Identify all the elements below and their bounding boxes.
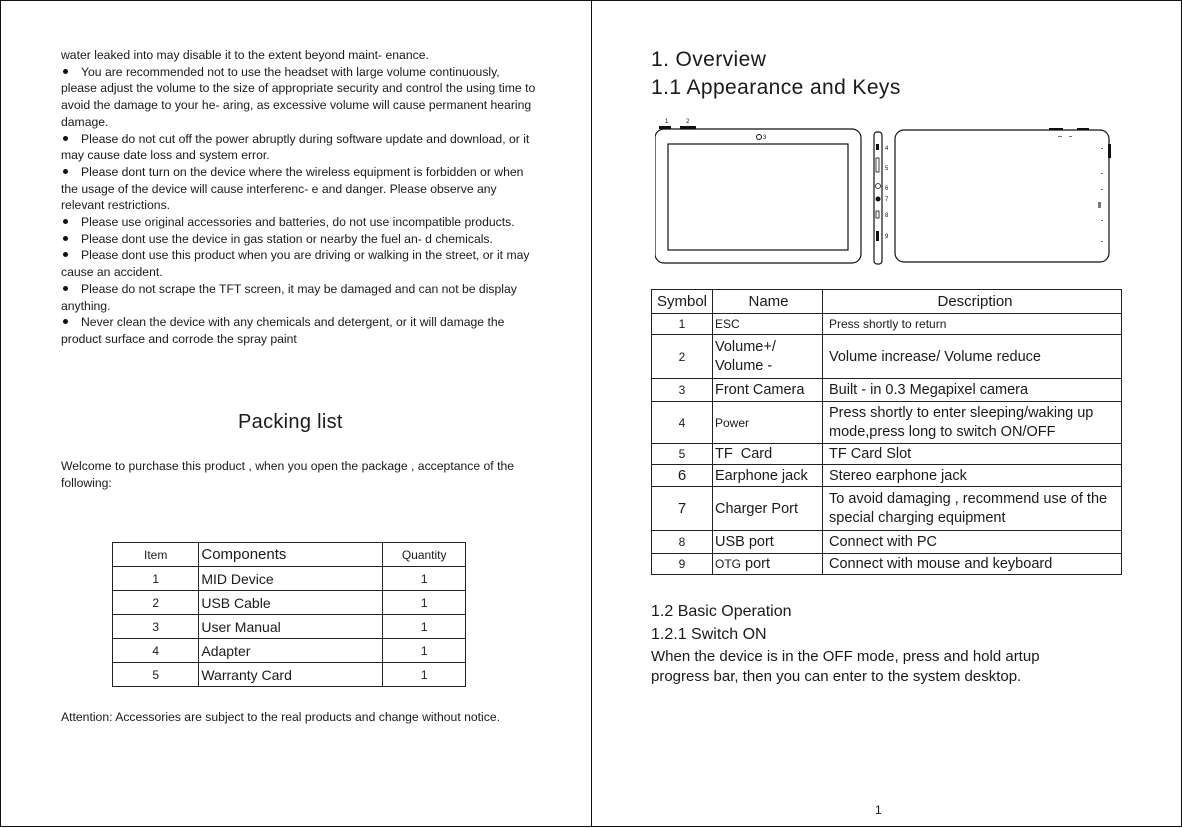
header-item: Item: [113, 543, 199, 567]
table-row: [652, 531, 1122, 554]
callout-4: 4: [885, 146, 889, 152]
header-name: Name: [713, 290, 823, 314]
table-row: [652, 554, 1122, 575]
symbol-cell: 7: [652, 487, 713, 531]
safety-notes: [61, 47, 536, 348]
component-name: USB Cable: [199, 591, 383, 615]
overview-heading: 1. Overview: [651, 48, 767, 71]
bullet-icon: [63, 252, 68, 257]
safety-intro: water leaked into may disable it to the extent beyond maint- enance.: [61, 48, 429, 62]
bullet-icon: [63, 236, 68, 241]
component-name: MID Device: [199, 567, 383, 591]
table-row: [113, 639, 466, 663]
description-cell: Stereo earphone jack: [823, 465, 1122, 487]
table-row: [652, 314, 1122, 335]
callout-8: 8: [885, 213, 889, 219]
symbol-cell: 9: [652, 554, 713, 575]
item-number: 3: [113, 615, 199, 639]
item-number: 1: [113, 567, 199, 591]
safety-bullet: Please use original accessories and batteries, do not use incompatible products.: [61, 214, 536, 231]
item-number: 4: [113, 639, 199, 663]
callout-2: 2: [686, 119, 690, 125]
safety-bullet: Please dont use this product when you are driving or walking in the street, or it may cause an accident.: [61, 248, 530, 280]
header-components: Components: [199, 543, 383, 567]
appearance-heading: 1.1 Appearance and Keys: [651, 76, 901, 99]
callout-1: 1: [665, 119, 669, 125]
tablet-back-view: [895, 128, 1111, 262]
callout-7: 7: [885, 197, 889, 203]
symbol-cell: 8: [652, 531, 713, 554]
table-row: [113, 591, 466, 615]
description-cell: Connect with PC: [823, 531, 1122, 554]
description-cell: Built - in 0.3 Megapixel camera: [823, 379, 1122, 402]
symbol-cell: 2: [652, 335, 713, 379]
table-row: [113, 663, 466, 687]
table-header-row: [113, 543, 466, 567]
table-row: [652, 465, 1122, 487]
table-header-row: [652, 290, 1122, 314]
callout-3: 3: [763, 135, 767, 141]
table-row: [113, 615, 466, 639]
name-cell: TF Card: [713, 444, 823, 465]
bullet-icon: [63, 169, 68, 174]
packing-list-title: Packing list: [238, 411, 343, 433]
table-row: [652, 379, 1122, 402]
symbol-cell: 6: [652, 465, 713, 487]
bullet-icon: [63, 286, 68, 291]
description-cell: Press shortly to return: [823, 314, 1122, 335]
port-label: port: [741, 556, 771, 572]
symbol-cell: 3: [652, 379, 713, 402]
symbol-cell: 5: [652, 444, 713, 465]
symbol-cell: 1: [652, 314, 713, 335]
table-row: [652, 402, 1122, 444]
description-cell: Connect with mouse and keyboard: [823, 554, 1122, 575]
table-row: [652, 487, 1122, 531]
switch-on-heading: 1.2.1 Switch ON: [651, 626, 767, 643]
component-name: Adapter: [199, 639, 383, 663]
description-cell: To avoid damaging , recommend use of the special charging equipment: [823, 487, 1122, 531]
description-cell: Volume increase/ Volume reduce: [823, 335, 1122, 379]
bullet-icon: [63, 219, 68, 224]
safety-bullet: Please do not scrape the TFT screen, it may be damaged and can not be display anything.: [61, 281, 517, 313]
bullet-icon: [63, 319, 68, 324]
name-cell: Charger Port: [713, 487, 823, 531]
callout-6: 6: [885, 186, 889, 192]
quantity: 1: [383, 639, 466, 663]
name-cell: ESC: [713, 314, 823, 335]
quantity: 1: [383, 591, 466, 615]
bullet-icon: [63, 69, 68, 74]
tablet-side-view: [874, 132, 889, 264]
otg-label: OTG: [715, 557, 741, 571]
safety-bullet: You are recommended not to use the headset with large volume continuously, please adjust the volume to the size of appropriate security and control the using time to avoid the damage to your he- aring, as excessive volume will cause permanent hearing damage.: [61, 64, 536, 129]
callout-5: 5: [885, 166, 889, 172]
header-description: Description: [823, 290, 1122, 314]
description-cell: TF Card Slot: [823, 444, 1122, 465]
component-name: User Manual: [199, 615, 383, 639]
description-cell: Press shortly to enter sleeping/waking up mode,press long to switch ON/OFF: [823, 402, 1122, 444]
quantity: 1: [383, 663, 466, 687]
attention-text: Attention: Accessories are subject to the real products and change without notice.: [61, 710, 501, 724]
welcome-text: Welcome to purchase this product , when you open the package , acceptance of the following:: [61, 459, 515, 490]
name-cell: Volume+/ Volume -: [713, 335, 823, 379]
symbol-cell: 4: [652, 402, 713, 444]
callout-9: 9: [885, 234, 889, 240]
quantity: 1: [383, 567, 466, 591]
table-row: [652, 335, 1122, 379]
table-row: [113, 567, 466, 591]
safety-bullet: Please dont turn on the device where the wireless equipment is forbidden or when the usage of the device will cause interferenc- e and danger. Please observe any relevant restrictions.: [61, 164, 524, 213]
basic-operation-heading: 1.2 Basic Operation: [651, 603, 792, 620]
safety-bullet: Please dont use the device in gas station or nearby the fuel an- d chemicals.: [61, 231, 536, 248]
device-illustration: [655, 116, 1115, 268]
name-cell: Front Camera: [713, 379, 823, 402]
name-cell: Earphone jack: [713, 465, 823, 487]
switch-on-text: When the device is in the OFF mode, press and hold artup progress bar, then you can enter to the system desktop.: [651, 648, 1040, 685]
bullet-icon: [63, 136, 68, 141]
component-name: Warranty Card: [199, 663, 383, 687]
quantity: 1: [383, 615, 466, 639]
header-symbol: Symbol: [652, 290, 713, 314]
name-cell: Power: [713, 402, 823, 444]
item-number: 2: [113, 591, 199, 615]
tablet-front-view: [655, 119, 861, 263]
item-number: 5: [113, 663, 199, 687]
keys-table: [651, 289, 1122, 575]
header-quantity: Quantity: [383, 543, 466, 567]
name-cell: [713, 554, 823, 575]
page-number: 1: [875, 803, 882, 817]
safety-bullet: Never clean the device with any chemicals and detergent, or it will damage the product surface and corrode the spray paint: [61, 315, 505, 346]
table-row: [652, 444, 1122, 465]
packing-table: [112, 542, 466, 687]
safety-bullet: Please do not cut off the power abruptly during software update and download, or it may cause date loss and system error.: [61, 131, 530, 163]
name-cell: USB port: [713, 531, 823, 554]
